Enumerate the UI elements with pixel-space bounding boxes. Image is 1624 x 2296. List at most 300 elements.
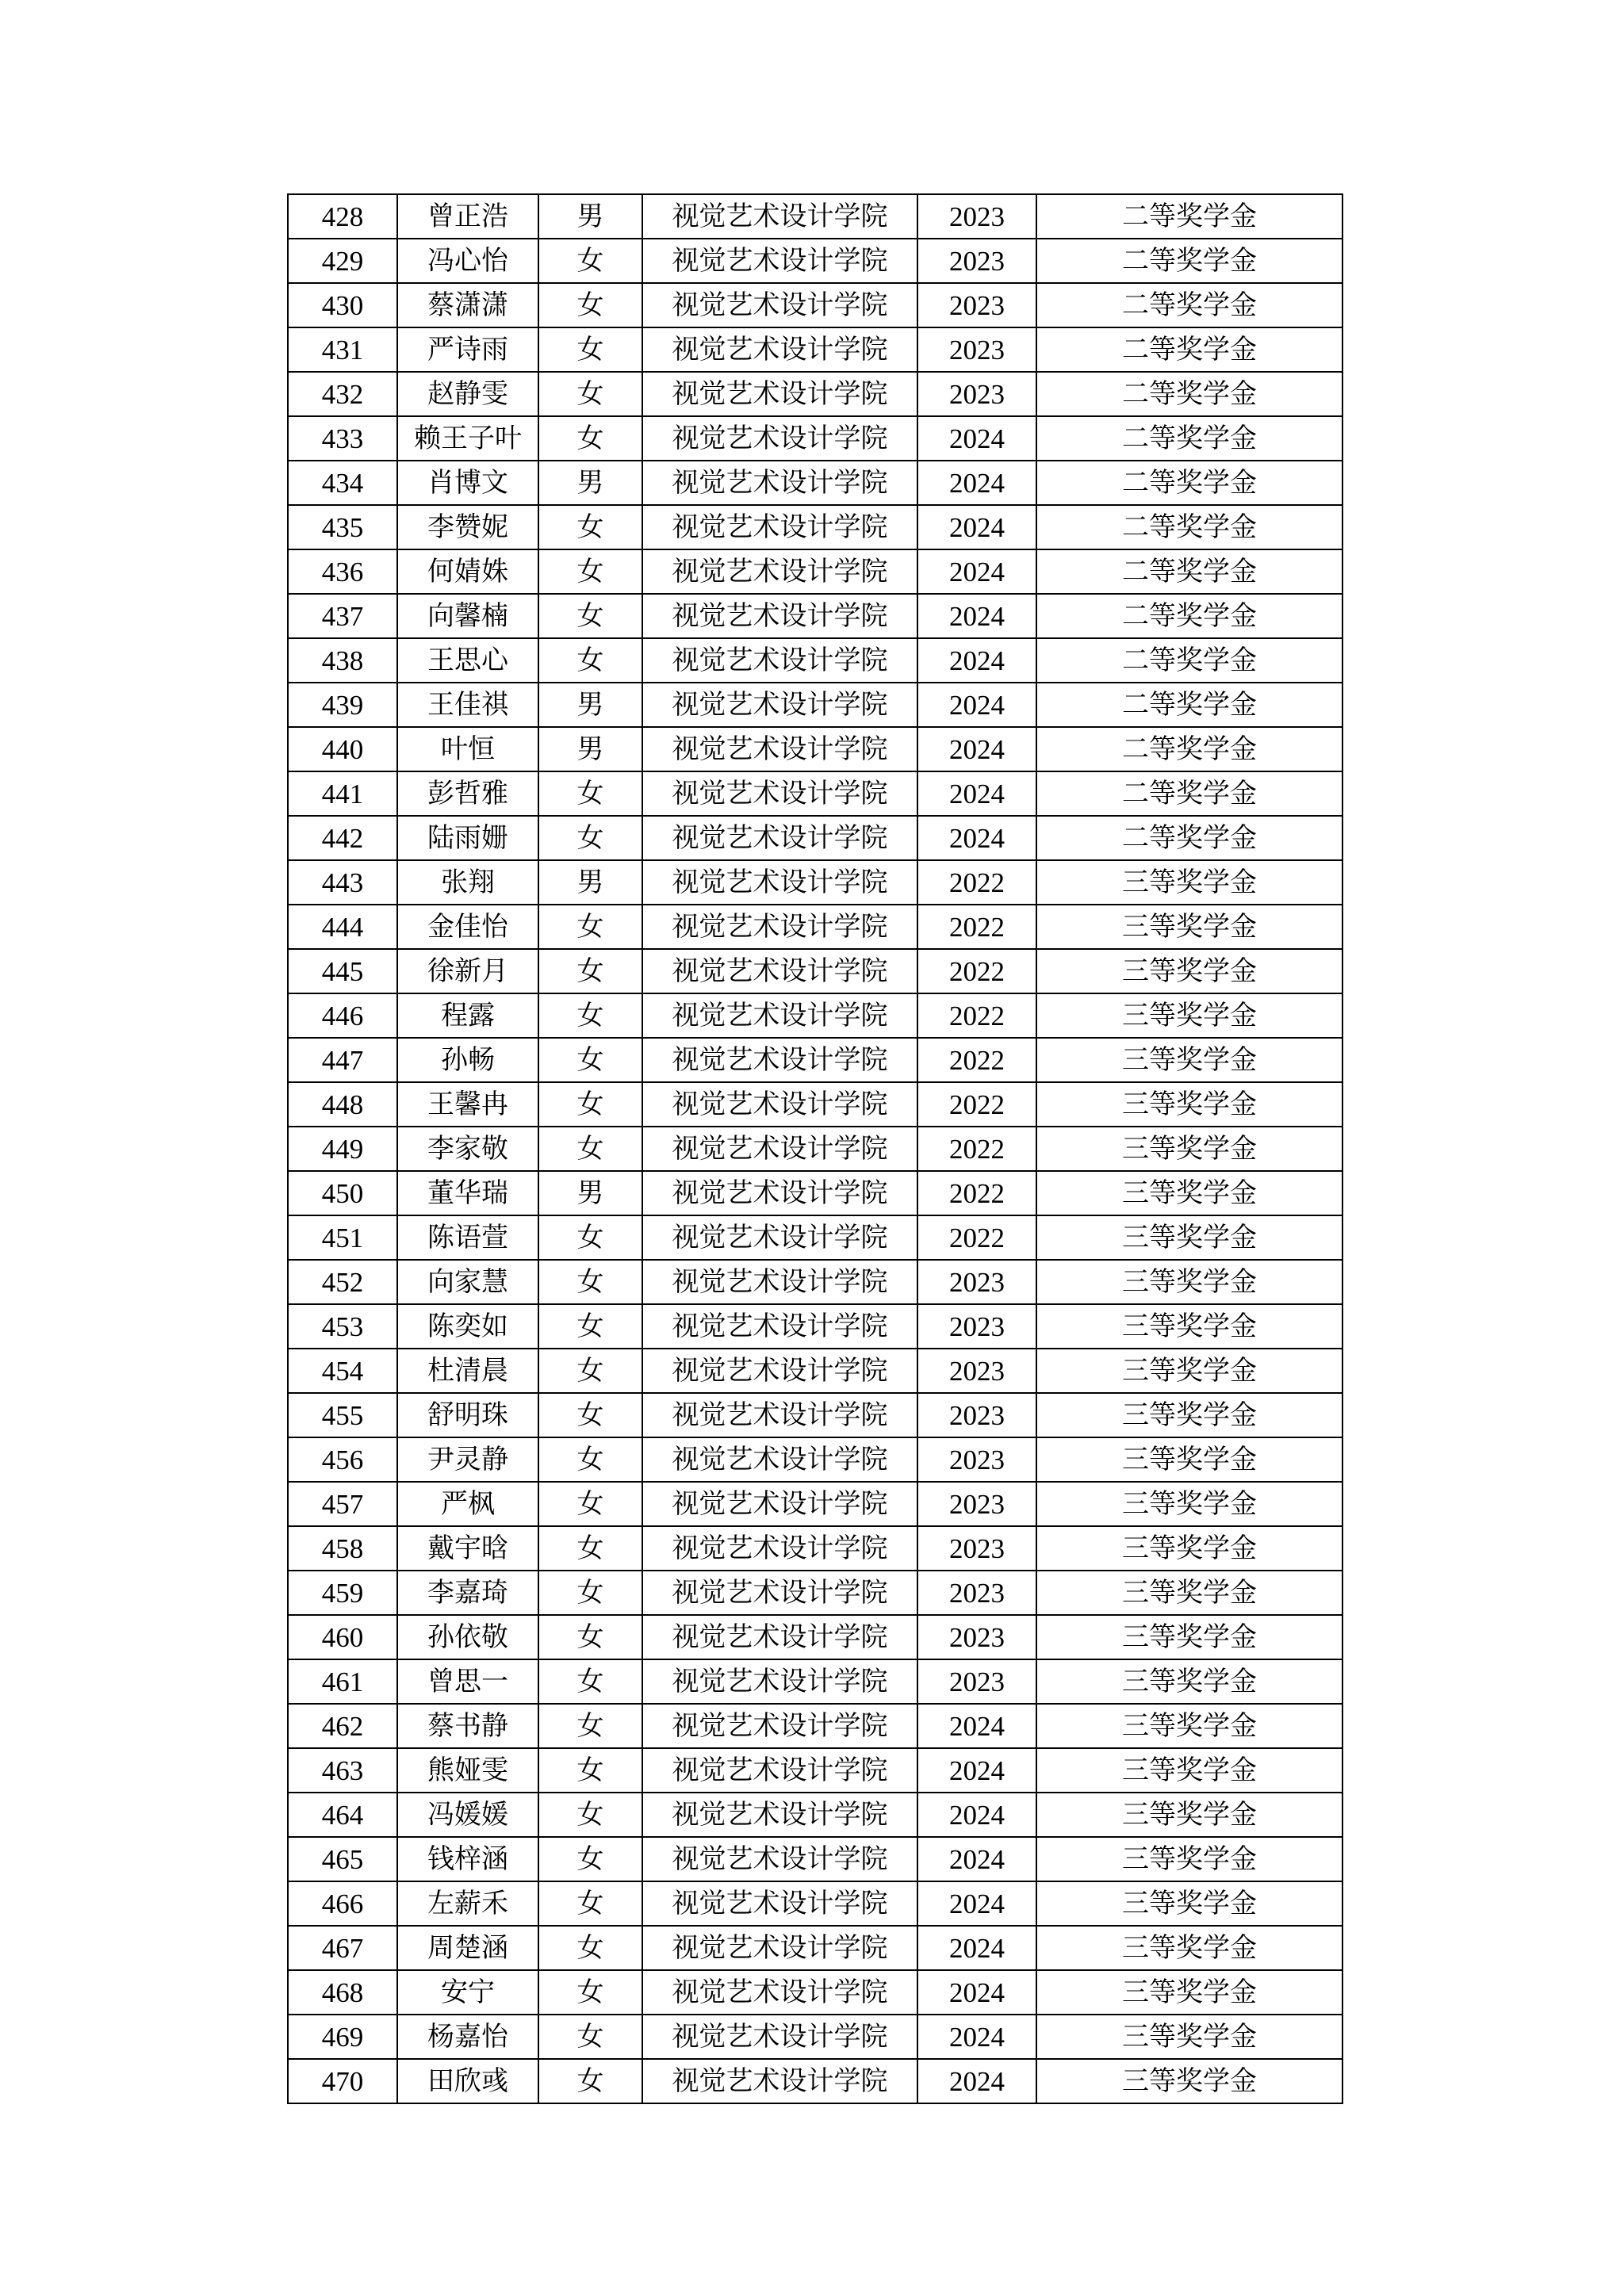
college-cell: 视觉艺术设计学院 <box>642 993 917 1038</box>
gender-cell: 女 <box>538 594 642 638</box>
award-cell: 二等奖学金 <box>1036 816 1342 860</box>
name-cell: 蔡潇潇 <box>397 283 538 327</box>
gender-cell: 女 <box>538 2015 642 2059</box>
name-cell: 钱梓涵 <box>397 1837 538 1881</box>
table-row <box>288 1970 1342 2015</box>
name-cell: 左薪禾 <box>397 1881 538 1926</box>
college-cell: 视觉艺术设计学院 <box>642 194 917 239</box>
name-cell: 陈语萱 <box>397 1215 538 1260</box>
name-cell: 李赞妮 <box>397 505 538 549</box>
college-cell: 视觉艺术设计学院 <box>642 860 917 905</box>
grade-cell: 2022 <box>917 993 1036 1038</box>
name-cell: 蔡书静 <box>397 1704 538 1748</box>
college-cell: 视觉艺术设计学院 <box>642 1215 917 1260</box>
college-cell: 视觉艺术设计学院 <box>642 1926 917 1970</box>
table-row <box>288 816 1342 860</box>
table-row <box>288 771 1342 816</box>
award-cell: 三等奖学金 <box>1036 1038 1342 1082</box>
college-cell: 视觉艺术设计学院 <box>642 416 917 461</box>
gender-cell: 男 <box>538 727 642 771</box>
grade-cell: 2022 <box>917 949 1036 993</box>
award-cell: 三等奖学金 <box>1036 993 1342 1038</box>
college-cell: 视觉艺术设计学院 <box>642 2059 917 2103</box>
serial-number-cell: 439 <box>288 683 397 727</box>
name-cell: 冯心怡 <box>397 239 538 283</box>
grade-cell: 2024 <box>917 816 1036 860</box>
college-cell: 视觉艺术设计学院 <box>642 505 917 549</box>
name-cell: 安宁 <box>397 1970 538 2015</box>
award-cell: 三等奖学金 <box>1036 2059 1342 2103</box>
table-row <box>288 1349 1342 1393</box>
grade-cell: 2022 <box>917 1215 1036 1260</box>
serial-number-cell: 444 <box>288 905 397 949</box>
award-cell: 三等奖学金 <box>1036 1082 1342 1127</box>
gender-cell: 女 <box>538 1482 642 1526</box>
gender-cell: 女 <box>538 549 642 594</box>
table-row <box>288 1260 1342 1304</box>
grade-cell: 2024 <box>917 727 1036 771</box>
serial-number-cell: 436 <box>288 549 397 594</box>
serial-number-cell: 449 <box>288 1127 397 1171</box>
grade-cell: 2024 <box>917 1704 1036 1748</box>
table-row <box>288 505 1342 549</box>
name-cell: 曾正浩 <box>397 194 538 239</box>
award-cell: 二等奖学金 <box>1036 461 1342 505</box>
serial-number-cell: 452 <box>288 1260 397 1304</box>
college-cell: 视觉艺术设计学院 <box>642 239 917 283</box>
name-cell: 王馨冉 <box>397 1082 538 1127</box>
serial-number-cell: 437 <box>288 594 397 638</box>
college-cell: 视觉艺术设计学院 <box>642 549 917 594</box>
college-cell: 视觉艺术设计学院 <box>642 283 917 327</box>
serial-number-cell: 430 <box>288 283 397 327</box>
table-row <box>288 1837 1342 1881</box>
gender-cell: 女 <box>538 1437 642 1482</box>
college-cell: 视觉艺术设计学院 <box>642 2015 917 2059</box>
grade-cell: 2024 <box>917 2059 1036 2103</box>
gender-cell: 女 <box>538 327 642 372</box>
college-cell: 视觉艺术设计学院 <box>642 905 917 949</box>
grade-cell: 2024 <box>917 549 1036 594</box>
table-row <box>288 1526 1342 1571</box>
name-cell: 向家慧 <box>397 1260 538 1304</box>
gender-cell: 女 <box>538 1748 642 1793</box>
table-row <box>288 1748 1342 1793</box>
name-cell: 彭哲雅 <box>397 771 538 816</box>
college-cell: 视觉艺术设计学院 <box>642 1349 917 1393</box>
gender-cell: 女 <box>538 239 642 283</box>
serial-number-cell: 450 <box>288 1171 397 1215</box>
table-row <box>288 416 1342 461</box>
name-cell: 叶恒 <box>397 727 538 771</box>
table-row <box>288 2059 1342 2103</box>
grade-cell: 2024 <box>917 638 1036 683</box>
grade-cell: 2024 <box>917 1837 1036 1881</box>
gender-cell: 女 <box>538 1659 642 1704</box>
award-cell: 三等奖学金 <box>1036 905 1342 949</box>
award-cell: 三等奖学金 <box>1036 1127 1342 1171</box>
award-cell: 二等奖学金 <box>1036 194 1342 239</box>
serial-number-cell: 470 <box>288 2059 397 2103</box>
table-row <box>288 1038 1342 1082</box>
serial-number-cell: 455 <box>288 1393 397 1437</box>
table-row <box>288 194 1342 239</box>
gender-cell: 女 <box>538 2059 642 2103</box>
college-cell: 视觉艺术设计学院 <box>642 1793 917 1837</box>
grade-cell: 2023 <box>917 1393 1036 1437</box>
gender-cell: 男 <box>538 683 642 727</box>
award-cell: 三等奖学金 <box>1036 860 1342 905</box>
serial-number-cell: 467 <box>288 1926 397 1970</box>
table-row <box>288 1304 1342 1349</box>
serial-number-cell: 443 <box>288 860 397 905</box>
gender-cell: 女 <box>538 993 642 1038</box>
table-row <box>288 1571 1342 1615</box>
name-cell: 杨嘉怡 <box>397 2015 538 2059</box>
table-row <box>288 1127 1342 1171</box>
gender-cell: 男 <box>538 860 642 905</box>
college-cell: 视觉艺术设计学院 <box>642 1571 917 1615</box>
gender-cell: 女 <box>538 1304 642 1349</box>
award-cell: 三等奖学金 <box>1036 1393 1342 1437</box>
gender-cell: 女 <box>538 1526 642 1571</box>
table-row <box>288 638 1342 683</box>
name-cell: 曾思一 <box>397 1659 538 1704</box>
award-cell: 二等奖学金 <box>1036 372 1342 416</box>
gender-cell: 女 <box>538 1215 642 1260</box>
college-cell: 视觉艺术设计学院 <box>642 1127 917 1171</box>
award-cell: 三等奖学金 <box>1036 1748 1342 1793</box>
college-cell: 视觉艺术设计学院 <box>642 683 917 727</box>
award-cell: 三等奖学金 <box>1036 1793 1342 1837</box>
grade-cell: 2023 <box>917 1615 1036 1659</box>
table-row <box>288 283 1342 327</box>
college-cell: 视觉艺术设计学院 <box>642 1837 917 1881</box>
gender-cell: 女 <box>538 1837 642 1881</box>
name-cell: 向馨楠 <box>397 594 538 638</box>
serial-number-cell: 441 <box>288 771 397 816</box>
college-cell: 视觉艺术设计学院 <box>642 816 917 860</box>
table-row <box>288 683 1342 727</box>
grade-cell: 2022 <box>917 860 1036 905</box>
serial-number-cell: 440 <box>288 727 397 771</box>
name-cell: 董华瑞 <box>397 1171 538 1215</box>
grade-cell: 2024 <box>917 1881 1036 1926</box>
award-cell: 三等奖学金 <box>1036 1526 1342 1571</box>
table-row <box>288 1082 1342 1127</box>
gender-cell: 男 <box>538 461 642 505</box>
serial-number-cell: 445 <box>288 949 397 993</box>
college-cell: 视觉艺术设计学院 <box>642 1393 917 1437</box>
table-row <box>288 1393 1342 1437</box>
grade-cell: 2023 <box>917 1526 1036 1571</box>
table-row <box>288 1215 1342 1260</box>
grade-cell: 2024 <box>917 771 1036 816</box>
gender-cell: 男 <box>538 194 642 239</box>
grade-cell: 2023 <box>917 194 1036 239</box>
serial-number-cell: 461 <box>288 1659 397 1704</box>
award-cell: 三等奖学金 <box>1036 949 1342 993</box>
serial-number-cell: 468 <box>288 1970 397 2015</box>
college-cell: 视觉艺术设计学院 <box>642 327 917 372</box>
grade-cell: 2024 <box>917 461 1036 505</box>
award-cell: 三等奖学金 <box>1036 1615 1342 1659</box>
college-cell: 视觉艺术设计学院 <box>642 1437 917 1482</box>
name-cell: 田欣彧 <box>397 2059 538 2103</box>
table-row <box>288 1482 1342 1526</box>
award-cell: 三等奖学金 <box>1036 1171 1342 1215</box>
award-cell: 二等奖学金 <box>1036 638 1342 683</box>
grade-cell: 2022 <box>917 1127 1036 1171</box>
grade-cell: 2022 <box>917 1082 1036 1127</box>
gender-cell: 女 <box>538 638 642 683</box>
serial-number-cell: 448 <box>288 1082 397 1127</box>
table-row <box>288 905 1342 949</box>
serial-number-cell: 435 <box>288 505 397 549</box>
name-cell: 戴宇晗 <box>397 1526 538 1571</box>
grade-cell: 2024 <box>917 594 1036 638</box>
grade-cell: 2024 <box>917 1748 1036 1793</box>
award-cell: 三等奖学金 <box>1036 1704 1342 1748</box>
award-cell: 三等奖学金 <box>1036 1260 1342 1304</box>
name-cell: 周楚涵 <box>397 1926 538 1970</box>
award-cell: 二等奖学金 <box>1036 594 1342 638</box>
table-row <box>288 2015 1342 2059</box>
grade-cell: 2024 <box>917 505 1036 549</box>
serial-number-cell: 453 <box>288 1304 397 1349</box>
college-cell: 视觉艺术设计学院 <box>642 638 917 683</box>
name-cell: 何婧姝 <box>397 549 538 594</box>
gender-cell: 女 <box>538 905 642 949</box>
table-row <box>288 1659 1342 1704</box>
name-cell: 舒明珠 <box>397 1393 538 1437</box>
college-cell: 视觉艺术设计学院 <box>642 594 917 638</box>
grade-cell: 2023 <box>917 1482 1036 1526</box>
name-cell: 严枫 <box>397 1482 538 1526</box>
gender-cell: 女 <box>538 1127 642 1171</box>
college-cell: 视觉艺术设计学院 <box>642 1260 917 1304</box>
gender-cell: 女 <box>538 816 642 860</box>
name-cell: 严诗雨 <box>397 327 538 372</box>
college-cell: 视觉艺术设计学院 <box>642 771 917 816</box>
grade-cell: 2024 <box>917 683 1036 727</box>
name-cell: 尹灵静 <box>397 1437 538 1482</box>
name-cell: 徐新月 <box>397 949 538 993</box>
college-cell: 视觉艺术设计学院 <box>642 372 917 416</box>
gender-cell: 女 <box>538 283 642 327</box>
grade-cell: 2022 <box>917 1171 1036 1215</box>
college-cell: 视觉艺术设计学院 <box>642 1615 917 1659</box>
name-cell: 陆雨姗 <box>397 816 538 860</box>
serial-number-cell: 459 <box>288 1571 397 1615</box>
award-cell: 三等奖学金 <box>1036 1215 1342 1260</box>
name-cell: 杜清晨 <box>397 1349 538 1393</box>
college-cell: 视觉艺术设计学院 <box>642 1082 917 1127</box>
name-cell: 张翔 <box>397 860 538 905</box>
award-cell: 三等奖学金 <box>1036 1926 1342 1970</box>
table-body <box>288 194 1342 2103</box>
gender-cell: 女 <box>538 372 642 416</box>
serial-number-cell: 429 <box>288 239 397 283</box>
table-row <box>288 239 1342 283</box>
grade-cell: 2023 <box>917 1349 1036 1393</box>
name-cell: 孙依敬 <box>397 1615 538 1659</box>
award-cell: 二等奖学金 <box>1036 416 1342 461</box>
serial-number-cell: 438 <box>288 638 397 683</box>
college-cell: 视觉艺术设计学院 <box>642 1482 917 1526</box>
award-cell: 二等奖学金 <box>1036 505 1342 549</box>
award-cell: 三等奖学金 <box>1036 1659 1342 1704</box>
table-row <box>288 727 1342 771</box>
grade-cell: 2023 <box>917 1260 1036 1304</box>
table-row <box>288 949 1342 993</box>
name-cell: 赖王子叶 <box>397 416 538 461</box>
name-cell: 肖博文 <box>397 461 538 505</box>
name-cell: 程露 <box>397 993 538 1038</box>
gender-cell: 女 <box>538 1082 642 1127</box>
grade-cell: 2023 <box>917 1571 1036 1615</box>
name-cell: 冯媛媛 <box>397 1793 538 1837</box>
table-row <box>288 594 1342 638</box>
table-row <box>288 1437 1342 1482</box>
college-cell: 视觉艺术设计学院 <box>642 727 917 771</box>
award-cell: 三等奖学金 <box>1036 1482 1342 1526</box>
grade-cell: 2023 <box>917 1659 1036 1704</box>
gender-cell: 女 <box>538 1571 642 1615</box>
gender-cell: 女 <box>538 1349 642 1393</box>
award-cell: 二等奖学金 <box>1036 771 1342 816</box>
gender-cell: 女 <box>538 1704 642 1748</box>
gender-cell: 女 <box>538 1926 642 1970</box>
name-cell: 熊娅雯 <box>397 1748 538 1793</box>
gender-cell: 女 <box>538 505 642 549</box>
gender-cell: 女 <box>538 1970 642 2015</box>
college-cell: 视觉艺术设计学院 <box>642 949 917 993</box>
college-cell: 视觉艺术设计学院 <box>642 1304 917 1349</box>
serial-number-cell: 464 <box>288 1793 397 1837</box>
table-row <box>288 327 1342 372</box>
award-cell: 三等奖学金 <box>1036 1837 1342 1881</box>
serial-number-cell: 458 <box>288 1526 397 1571</box>
serial-number-cell: 457 <box>288 1482 397 1526</box>
table-row <box>288 1926 1342 1970</box>
serial-number-cell: 428 <box>288 194 397 239</box>
table-row <box>288 1704 1342 1748</box>
table-row <box>288 1793 1342 1837</box>
award-cell: 三等奖学金 <box>1036 1349 1342 1393</box>
college-cell: 视觉艺术设计学院 <box>642 1038 917 1082</box>
gender-cell: 女 <box>538 1260 642 1304</box>
college-cell: 视觉艺术设计学院 <box>642 1526 917 1571</box>
grade-cell: 2023 <box>917 239 1036 283</box>
serial-number-cell: 462 <box>288 1704 397 1748</box>
grade-cell: 2023 <box>917 1437 1036 1482</box>
serial-number-cell: 454 <box>288 1349 397 1393</box>
table-row <box>288 1171 1342 1215</box>
serial-number-cell: 466 <box>288 1881 397 1926</box>
gender-cell: 女 <box>538 416 642 461</box>
award-cell: 三等奖学金 <box>1036 2015 1342 2059</box>
award-cell: 三等奖学金 <box>1036 1437 1342 1482</box>
serial-number-cell: 442 <box>288 816 397 860</box>
gender-cell: 男 <box>538 1171 642 1215</box>
award-cell: 三等奖学金 <box>1036 1881 1342 1926</box>
serial-number-cell: 432 <box>288 372 397 416</box>
name-cell: 王佳祺 <box>397 683 538 727</box>
serial-number-cell: 456 <box>288 1437 397 1482</box>
grade-cell: 2024 <box>917 1793 1036 1837</box>
gender-cell: 女 <box>538 1793 642 1837</box>
grade-cell: 2024 <box>917 2015 1036 2059</box>
award-cell: 二等奖学金 <box>1036 727 1342 771</box>
name-cell: 金佳怡 <box>397 905 538 949</box>
table-row <box>288 1615 1342 1659</box>
college-cell: 视觉艺术设计学院 <box>642 1881 917 1926</box>
award-cell: 二等奖学金 <box>1036 283 1342 327</box>
table-row <box>288 993 1342 1038</box>
gender-cell: 女 <box>538 1881 642 1926</box>
college-cell: 视觉艺术设计学院 <box>642 1171 917 1215</box>
award-cell: 三等奖学金 <box>1036 1571 1342 1615</box>
serial-number-cell: 434 <box>288 461 397 505</box>
serial-number-cell: 465 <box>288 1837 397 1881</box>
grade-cell: 2024 <box>917 416 1036 461</box>
table-row <box>288 860 1342 905</box>
serial-number-cell: 469 <box>288 2015 397 2059</box>
grade-cell: 2024 <box>917 1970 1036 2015</box>
table-row <box>288 461 1342 505</box>
award-cell: 二等奖学金 <box>1036 239 1342 283</box>
name-cell: 李嘉琦 <box>397 1571 538 1615</box>
serial-number-cell: 460 <box>288 1615 397 1659</box>
scholarship-table <box>287 193 1343 2104</box>
grade-cell: 2022 <box>917 1038 1036 1082</box>
name-cell: 赵静雯 <box>397 372 538 416</box>
college-cell: 视觉艺术设计学院 <box>642 1748 917 1793</box>
serial-number-cell: 433 <box>288 416 397 461</box>
grade-cell: 2023 <box>917 1304 1036 1349</box>
serial-number-cell: 431 <box>288 327 397 372</box>
gender-cell: 女 <box>538 1615 642 1659</box>
table-row <box>288 549 1342 594</box>
name-cell: 王思心 <box>397 638 538 683</box>
serial-number-cell: 446 <box>288 993 397 1038</box>
grade-cell: 2022 <box>917 905 1036 949</box>
college-cell: 视觉艺术设计学院 <box>642 1970 917 2015</box>
serial-number-cell: 463 <box>288 1748 397 1793</box>
name-cell: 陈奕如 <box>397 1304 538 1349</box>
award-cell: 二等奖学金 <box>1036 549 1342 594</box>
name-cell: 孙畅 <box>397 1038 538 1082</box>
gender-cell: 女 <box>538 1038 642 1082</box>
college-cell: 视觉艺术设计学院 <box>642 1704 917 1748</box>
gender-cell: 女 <box>538 771 642 816</box>
table-row <box>288 1881 1342 1926</box>
college-cell: 视觉艺术设计学院 <box>642 1659 917 1704</box>
grade-cell: 2024 <box>917 1926 1036 1970</box>
serial-number-cell: 451 <box>288 1215 397 1260</box>
award-cell: 二等奖学金 <box>1036 683 1342 727</box>
college-cell: 视觉艺术设计学院 <box>642 461 917 505</box>
gender-cell: 女 <box>538 949 642 993</box>
grade-cell: 2023 <box>917 372 1036 416</box>
table-row <box>288 372 1342 416</box>
serial-number-cell: 447 <box>288 1038 397 1082</box>
grade-cell: 2023 <box>917 283 1036 327</box>
award-cell: 三等奖学金 <box>1036 1970 1342 2015</box>
award-cell: 二等奖学金 <box>1036 327 1342 372</box>
name-cell: 李家敬 <box>397 1127 538 1171</box>
